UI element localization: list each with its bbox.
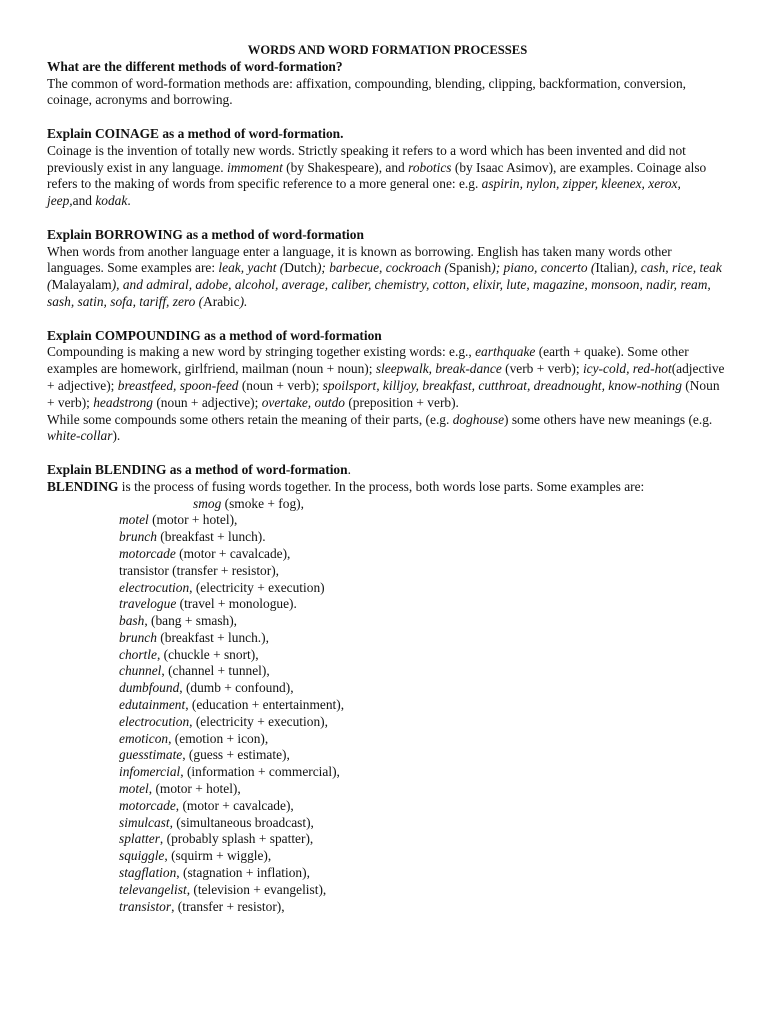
blend-example: simulcast, (simultaneous broadcast), [119, 814, 314, 830]
compounding-section [47, 328, 728, 446]
blend-example: travelogue (travel + monologue). [119, 596, 297, 612]
coinage-heading: Explain COINAGE as a method of word-formation. [47, 125, 344, 141]
blend-example: motel, (motor + hotel), [119, 781, 241, 797]
blend-example: chunnel, (channel + tunnel), [119, 663, 270, 679]
blending-heading: Explain BLENDING as a method of word-formation. [47, 461, 351, 477]
intro-section [47, 59, 728, 109]
borrowing-paragraph: When words from another language enter a language, it is known as borrowing. English has taken many words other languages. Some examples are: leak, yacht (Dutch); barbecue, cockroach (Spanish); piano, concerto (Italian), cash, rice, teak (Malayalam), and admiral, adobe, alcohol, average, caliber, chemistry, cotton, elixir, lute, magazine, monsoon, nadir, ream, sash, satin, sofa, tariff, zero (Arabic). [47, 243, 722, 309]
blend-examples-list [47, 496, 728, 916]
borrowing-heading: Explain BORROWING as a method of word-formation [47, 226, 364, 242]
blend-example: edutainment, (education + entertainment), [119, 697, 345, 713]
blend-example: motel (motor + hotel), [119, 512, 238, 528]
coinage-section [47, 126, 728, 210]
blend-example: dumbfound, (dumb + confound), [119, 680, 294, 696]
blend-example: smog (smoke + fog), [193, 495, 304, 511]
blend-example: transistor, (transfer + resistor), [119, 898, 285, 914]
page-title: WORDS AND WORD FORMATION PROCESSES [247, 43, 528, 57]
blend-example: motorcade (motor + cavalcade), [119, 545, 291, 561]
blend-example: bash, (bang + smash), [119, 613, 238, 629]
intro-question: What are the different methods of word-formation? [47, 58, 343, 74]
blend-example: brunch (breakfast + lunch.), [119, 629, 269, 645]
blend-example: electrocution, (electricity + execution) [119, 579, 325, 595]
blend-example: electrocution, (electricity + execution), [119, 713, 328, 729]
intro-answer: The common of word-formation methods are: affixation, compounding, blending, clipping, backformation, conversion, coinage, acronyms and borrowing. [47, 75, 687, 108]
blend-example: splatter, (probably splash + spatter), [119, 831, 314, 847]
blend-example: infomercial, (information + commercial), [119, 764, 340, 780]
blend-example: stagflation, (stagnation + inflation), [119, 865, 310, 881]
blend-example: squiggle, (squirm + wiggle), [119, 848, 272, 864]
blend-example: transistor (transfer + resistor), [119, 562, 280, 578]
blend-example: televangelist, (television + evangelist), [119, 881, 327, 897]
blend-example: chortle, (chuckle + snort), [119, 646, 259, 662]
blend-example: emoticon, (emotion + icon), [119, 730, 269, 746]
compounding-paragraph-2: While some compounds some others retain the meaning of their parts, (e.g. doghouse) some others have new meanings (e.g. white-collar). [47, 411, 713, 444]
coinage-paragraph: Coinage is the invention of totally new words. Strictly speaking it refers to a word which has been invented and did not previously exist in any language. immoment (by Shakespeare), and robotics (by Isaac Asimov), are examples. Coinage also refers to the making of words from specific reference to a more general one: e.g. aspirin, nylon, zipper, kleenex, xerox, jeep,and kodak. [47, 142, 707, 209]
blend-example: motorcade, (motor + cavalcade), [119, 797, 294, 813]
compounding-heading: Explain COMPOUNDING as a method of word-formation [47, 327, 382, 343]
blending-definition: BLENDING is the process of fusing words together. In the process, both words lose parts. Some examples are: [47, 478, 645, 494]
blending-section [47, 462, 728, 916]
blend-example: guesstimate, (guess + estimate), [119, 747, 290, 763]
compounding-paragraph: Compounding is making a new word by stringing together existing words: e.g., earthquake (earth + quake). Some other examples are homework, girlfriend, mailman (noun + noun); sleepwalk, break-dance (verb + verb); icy-cold, red-hot(adjective + adjective); breastfeed, spoon-feed (noun + verb); spoilsport, killjoy, breakfast, cutthroat, dreadnought, know-nothing (Noun + verb); headstrong (noun + adjective); overtake, outdo (preposition + verb). [47, 344, 725, 410]
blend-example: brunch (breakfast + lunch). [119, 529, 266, 545]
borrowing-section [47, 227, 728, 311]
